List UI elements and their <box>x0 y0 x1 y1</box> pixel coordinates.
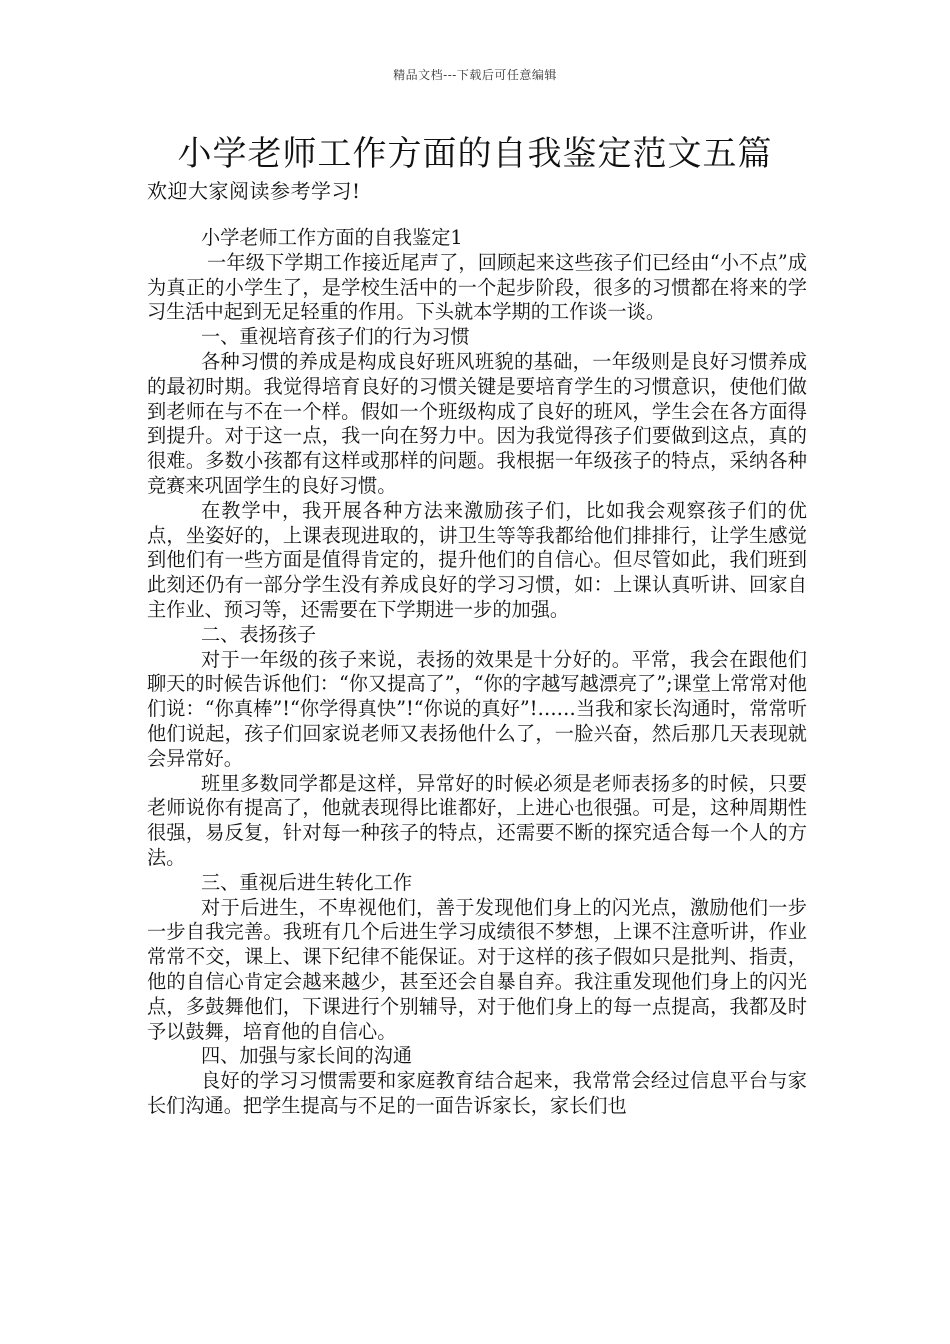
heading-4: 四、加强与家长间的沟通 <box>201 1044 413 1068</box>
paragraph-2b: 班里多数同学都是这样，异常好的时候必须是老师表扬多的时候，只要老师说你有提高了，他就表现得比谁都好，上进心也很强。可是，这种周期性很强，易反复，针对每一种孩子的特点，还需要不断的探究适合每一个人的方法。 <box>147 771 807 869</box>
heading-3: 三、重视后进生转化工作 <box>201 870 413 894</box>
heading-2: 二、表扬孩子 <box>201 622 317 646</box>
paragraph-2a: 对于一年级的孩子来说，表扬的效果是十分好的。平常，我会在跟他们聊天的时候告诉他们：“你又提高了”，“你的字越写越漂亮了”;课堂上常常对他们说：“你真棒”!“你学得真快”!“你说的真好”!……当我和家长沟通时，常常听他们说起，孩子们回家说老师又表扬他什么了，一脸兴奋，然后那几天表现就会异常好。 <box>147 647 807 770</box>
paragraph-3a: 对于后进生，不卑视他们，善于发现他们身上的闪光点，激励他们一步一步自我完善。我班有几个后进生学习成绩很不梦想，上课不注意听讲，作业常常不交，课上、课下纪律不能保证。对于这样的孩子假如只是批判、指责，他的自信心肯定会越来越少，甚至还会自暴自弃。我注重发现他们身上的闪光点，多鼓舞他们，下课进行个别辅导，对于他们身上的每一点提高，我都及时予以鼓舞，培育他的自信心。 <box>147 895 807 1043</box>
header-note: 精品文档---下载后可任意编辑 <box>393 68 557 82</box>
section-title: 小学老师工作方面的自我鉴定1 <box>201 226 463 249</box>
document-title: 小学老师工作方面的自我鉴定范文五篇 <box>177 134 773 174</box>
paragraph-1b: 在教学中，我开展各种方法来激励孩子们，比如我会观察孩子们的优点，坐姿好的，上课表现进取的，讲卫生等等我都给他们排排行，让学生感觉到他们有一些方面是值得肯定的，提升他们的自信心。但尽管如此，我们班到此刻还仍有一部分学生没有养成良好的学习习惯，如：上课认真听讲、回家自主作业、预习等，还需要在下学期进一步的加强。 <box>147 498 807 621</box>
heading-1: 一、重视培育孩子们的行为习惯 <box>201 325 470 349</box>
welcome-line: 欢迎大家阅读参考学习! <box>147 179 361 203</box>
intro-paragraph: 一年级下学期工作接近尾声了，回顾起来这些孩子们已经由“小不点”成为真正的小学生了，是学校生活中的一个起步阶段，很多的习惯都在将来的学习生活中起到无足轻重的作用。下头就本学期的工作谈一谈。 <box>147 250 807 324</box>
document-body <box>147 226 807 1119</box>
paragraph-4a: 良好的学习习惯需要和家庭教育结合起来，我常常会经过信息平台与家长们沟通。把学生提高与不足的一面告诉家长，家长们也 <box>147 1069 807 1117</box>
paragraph-1a: 各种习惯的养成是构成良好班风班貌的基础，一年级则是良好习惯养成的最初时期。我觉得培育良好的习惯关键是要培育学生的习惯意识，使他们做到老师在与不在一个样。假如一个班级构成了良好的班风，学生会在各方面得到提升。对于这一点，我一向在努力中。因为我觉得孩子们要做到这点，真的很难。多数小孩都有这样或那样的问题。我根据一年级孩子的特点，采纳各种竞赛来巩固学生的良好习惯。 <box>147 349 807 497</box>
